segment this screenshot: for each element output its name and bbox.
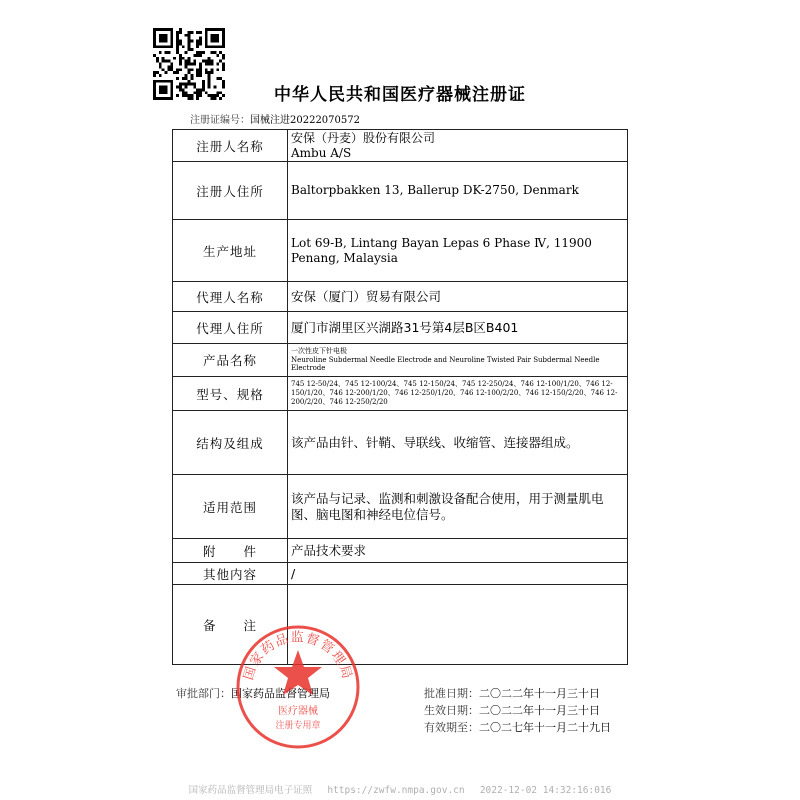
- effective-date: [424, 702, 600, 718]
- value-line: 745 12-50/24、745 12-100/24、745 12-150/24、745 12-250/24、746 12-100/1/20、746 12-150/1/20、746 12-200/1/20、746 12-250/1/20、746 12-100/2/20、746 12-150/2/20、746 12-200/2/20、746 12-250/2/20: [291, 380, 618, 406]
- table-row: [173, 475, 628, 539]
- table-row: [173, 162, 628, 220]
- table-row: [173, 411, 628, 475]
- row-label: 生产地址: [173, 220, 288, 282]
- table-row: [173, 539, 628, 563]
- value-line: Baltorpbakken 13, Ballerup DK-2750, Denmark: [291, 183, 579, 197]
- page-title: 中华人民共和国医疗器械注册证: [274, 85, 526, 105]
- row-label: 型号、规格: [173, 377, 288, 411]
- value-line: Neuroline Subdermal Needle Electrode and Neuroline Twisted Pair Subdermal Needle Electrode: [291, 355, 600, 373]
- registration-value: 国械注进20222070572: [250, 115, 360, 126]
- date-value: 二〇二二年十一月三十日: [479, 687, 600, 700]
- row-value: [288, 312, 628, 344]
- row-value: [288, 563, 628, 585]
- row-label: 代理人住所: [173, 312, 288, 344]
- value-line: 安保（丹麦）股份有限公司: [291, 130, 436, 145]
- row-value: [288, 130, 628, 162]
- value-line: 厦门市湖里区兴湖路31号第4层B区B401: [291, 319, 519, 335]
- row-value: [288, 411, 628, 475]
- row-label: 备 注: [173, 585, 288, 665]
- value-line: Ambu A/S: [291, 145, 352, 160]
- row-label: 附 件: [173, 539, 288, 563]
- row-label: 产品名称: [173, 344, 288, 377]
- expiry-date: [424, 719, 611, 735]
- value-line: Lot 69-B, Lintang Bayan Lepas 6 Phase Ⅳ, 11900 Penang, Malaysia: [291, 235, 592, 265]
- table-row: [173, 563, 628, 585]
- registration-label: 注册证编号：: [190, 115, 250, 126]
- footer-watermark: 国家药品监督管理局电子证照 https://zwfw.nmpa.gov.cn 2022-12-02 14:32:16:016: [188, 785, 612, 796]
- seal-inner-line2: 注册专用章: [275, 721, 321, 731]
- row-value: [288, 475, 628, 539]
- table-row: [173, 377, 628, 411]
- value-line: 该产品与记录、监测和刺激设备配合使用，用于测量肌电图、脑电图和神经电位信号。: [291, 490, 604, 522]
- value-line: 一次性皮下针电极: [291, 346, 347, 355]
- seal-inner-line1: 医疗器械: [278, 706, 318, 717]
- value-line: 该产品由针、针鞘、导联线、收缩管、连接器组成。: [291, 434, 579, 450]
- official-seal: [233, 622, 363, 752]
- certificate-table: [172, 129, 628, 665]
- table-row: [173, 312, 628, 344]
- date-label: 有效期至：: [424, 721, 479, 734]
- value-line: /: [291, 565, 296, 581]
- review-dept: 国家药品监督管理局: [231, 687, 330, 700]
- row-label: 其他内容: [173, 563, 288, 585]
- row-label: 注册人名称: [173, 130, 288, 162]
- row-value: [288, 377, 628, 411]
- review-label: 审批部门：: [176, 687, 231, 700]
- row-label: 结构及组成: [173, 411, 288, 475]
- table-row: [173, 282, 628, 312]
- seal-outer-text: 国家药品监督管理局: [241, 630, 355, 682]
- row-label: 注册人住所: [173, 162, 288, 220]
- registration-number: [190, 111, 360, 126]
- row-value: [288, 282, 628, 312]
- date-value: 二〇二二年十一月三十日: [479, 704, 600, 717]
- star-icon: [274, 650, 322, 695]
- row-label: 代理人名称: [173, 282, 288, 312]
- row-value: [288, 220, 628, 282]
- table-row: [173, 344, 628, 377]
- date-label: 生效日期：: [424, 704, 479, 717]
- value-line: 产品技术要求: [291, 542, 367, 558]
- row-value: [288, 344, 628, 377]
- value-line: 安保（厦门）贸易有限公司: [291, 288, 442, 304]
- row-label: 适用范围: [173, 475, 288, 539]
- date-value: 二〇二七年十一月二十九日: [479, 721, 611, 734]
- date-label: 批准日期：: [424, 687, 479, 700]
- row-value: [288, 539, 628, 563]
- approval-date: [424, 685, 600, 701]
- table-row: [173, 130, 628, 162]
- table-row: [173, 220, 628, 282]
- row-value: [288, 162, 628, 220]
